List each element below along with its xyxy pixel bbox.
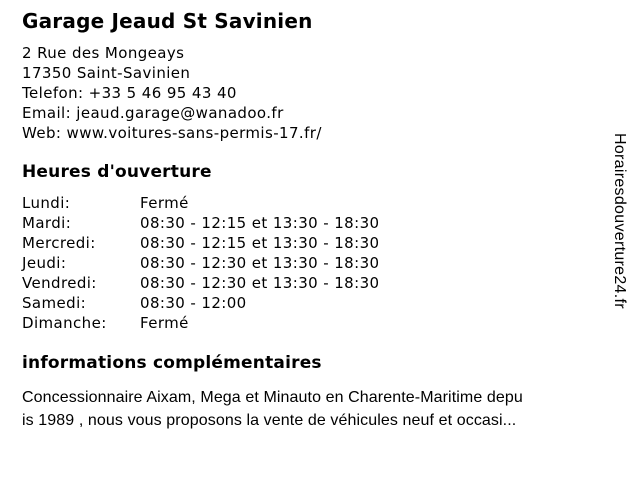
address-line-1: 2 Rue des Mongeays (22, 44, 185, 62)
day-label: Mardi: (22, 214, 72, 232)
day-label: Vendredi: (22, 274, 97, 292)
opening-hours-row (22, 313, 640, 333)
day-label: Samedi: (22, 294, 87, 312)
phone-value: +33 5 46 95 43 40 (88, 84, 237, 102)
day-label: Mercredi: (22, 234, 96, 252)
day-label: Jeudi: (22, 254, 67, 272)
opening-hours-row (22, 193, 640, 213)
email-value: jeaud.garage@wanadoo.fr (76, 104, 284, 122)
opening-hours-row (22, 293, 640, 313)
additional-info-line-2: is 1989 , nous vous proposons la vente de véhicules neuf et occasi... (22, 412, 517, 429)
day-hours: 08:30 - 12:00 (140, 294, 247, 312)
opening-hours-row (22, 273, 640, 293)
day-label: Dimanche: (22, 314, 107, 332)
watermark-vertical: Horairesdouverture24.fr (611, 133, 628, 309)
page-title: Garage Jeaud St Savinien (22, 9, 313, 33)
opening-hours-table (22, 193, 640, 333)
phone-label: Telefon: (22, 84, 84, 102)
website-value: www.voitures-sans-permis-17.fr/ (66, 124, 322, 142)
additional-info-line-1: Concessionnaire Aixam, Mega et Minauto en Charente-Maritime depu (22, 389, 523, 406)
day-hours: 08:30 - 12:30 et 13:30 - 18:30 (140, 254, 380, 272)
additional-info-heading: informations complémentaires (22, 353, 322, 373)
opening-hours-row (22, 253, 640, 273)
phone-line (22, 83, 640, 103)
day-hours: Fermé (140, 314, 189, 332)
day-hours: 08:30 - 12:15 et 13:30 - 18:30 (140, 234, 380, 252)
opening-hours-row (22, 213, 640, 233)
email-line (22, 103, 640, 123)
day-label: Lundi: (22, 194, 71, 212)
email-label: Email: (22, 104, 72, 122)
day-hours: 08:30 - 12:15 et 13:30 - 18:30 (140, 214, 380, 232)
day-hours: 08:30 - 12:30 et 13:30 - 18:30 (140, 274, 380, 292)
opening-hours-row (22, 233, 640, 253)
opening-hours-heading: Heures d'ouverture (22, 162, 212, 182)
contact-info (22, 43, 640, 143)
web-label: Web: (22, 124, 62, 142)
web-line (22, 123, 640, 143)
day-hours: Fermé (140, 194, 189, 212)
additional-info-text (22, 386, 640, 432)
address-line-2: 17350 Saint-Savinien (22, 64, 191, 82)
